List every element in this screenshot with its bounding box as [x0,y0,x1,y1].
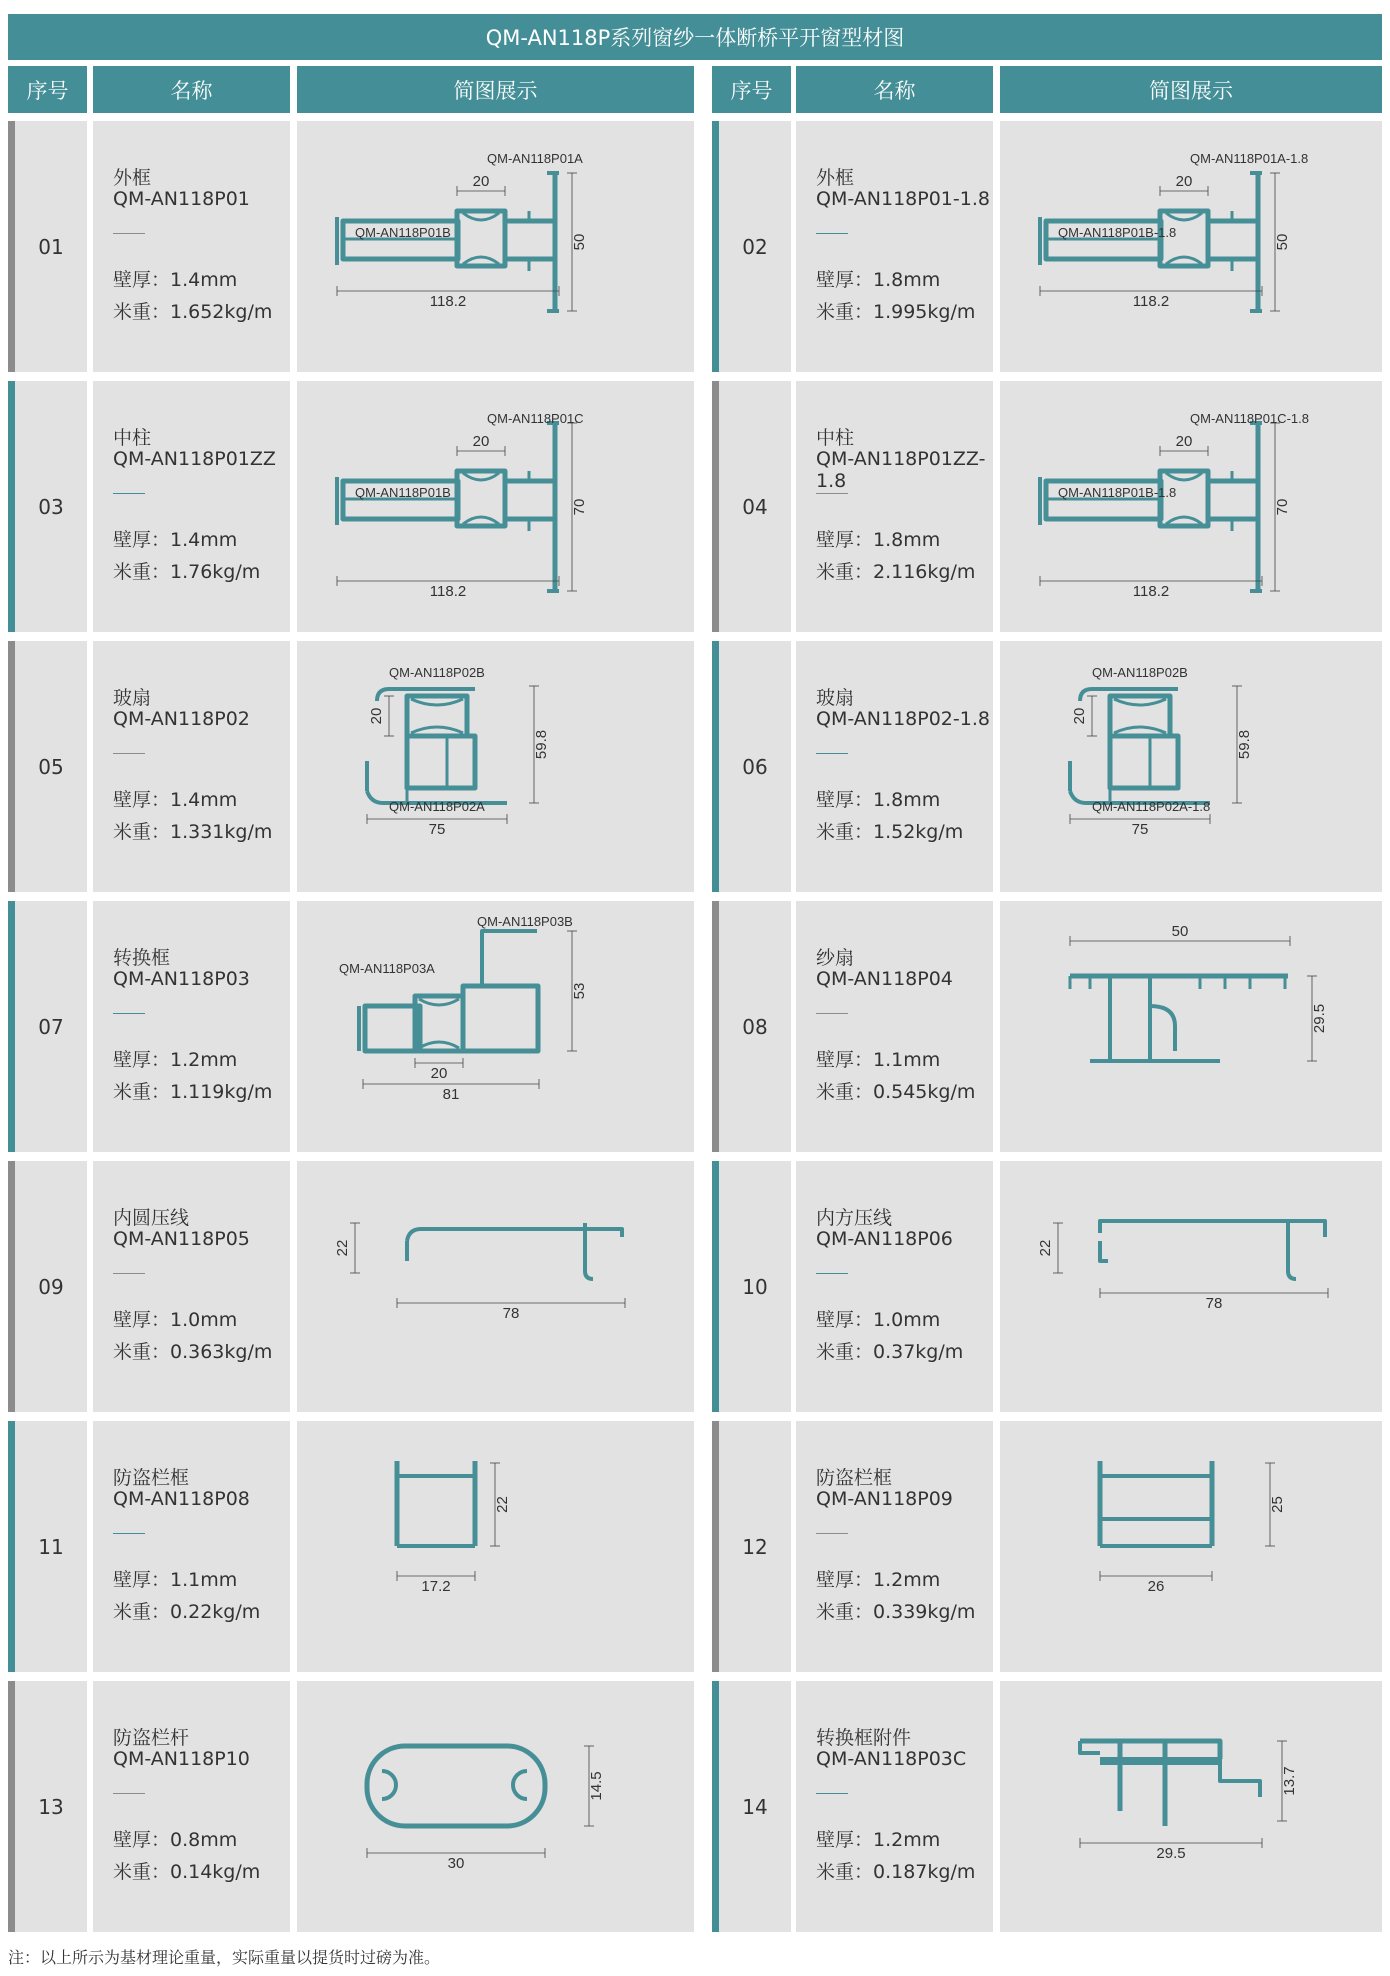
dimension-label: 22 [494,1496,511,1513]
profile-name: 外框 [113,167,152,189]
profile-name: 中柱 [113,427,152,449]
unit-weight: 米重：1.652kg/m [113,301,273,323]
dimension-label: 14.5 [588,1771,605,1801]
dimension-label: 118.2 [1132,583,1170,600]
row-accent-bar [8,1421,15,1672]
row-number: 11 [15,1421,87,1672]
profile-drawing [297,1681,694,1932]
profile-code: QM-AN118P06 [816,1228,953,1250]
part-code-label: QM-AN118P01B-1.8 [1058,225,1177,240]
wall-thickness: 壁厚：1.0mm [113,1309,238,1331]
profile-drawing [1000,901,1382,1152]
part-code-label: QM-AN118P01B-1.8 [1058,485,1177,500]
part-code-label: QM-AN118P01C [487,411,584,426]
row-number: 14 [719,1681,791,1932]
profile-info [796,1421,993,1672]
profile-shape [397,1461,475,1546]
unit-weight: 米重：1.76kg/m [113,561,261,583]
dimension-label: 22 [334,1239,351,1257]
row-number: 10 [719,1161,791,1412]
profile-name: 中柱 [816,427,855,449]
profile-code: QM-AN118P01 [113,188,250,210]
unit-weight: 米重：1.52kg/m [816,821,964,843]
wall-thickness: 壁厚：1.8mm [816,529,941,551]
profile-info [93,901,290,1152]
part-code-label: QM-AN118P02B [389,665,485,680]
dimension-label: 70 [571,498,588,516]
profile-code: QM-AN118P03C [816,1748,967,1770]
row-number: 05 [15,641,87,892]
profile-code: QM-AN118P01ZZ [113,448,276,470]
profile-info [796,901,993,1152]
profile-drawing [297,641,694,892]
profile-diagram [297,121,694,372]
wall-thickness: 壁厚：1.0mm [816,1309,941,1331]
part-code-label: QM-AN118P02A-1.8 [1092,799,1211,814]
profile-name: 转换框 [113,947,171,969]
row-accent-bar [8,1161,15,1412]
profile-code: QM-AN118P08 [113,1488,250,1510]
profile-shape [1040,423,1262,591]
profile-drawing [297,121,694,372]
dimension-label: 59.8 [1236,729,1253,760]
profile-drawing [1000,1161,1382,1412]
profile-shape [1100,1221,1325,1279]
dimension-label: 50 [1171,923,1189,940]
profile-info [796,1681,993,1932]
row-accent-bar [8,641,15,892]
row-number: 01 [15,121,87,372]
header-num-left: 序号 [8,66,87,113]
dimension-label: 53 [571,982,588,1000]
profile-info [796,121,993,372]
row-accent-bar [712,901,719,1152]
profile-diagram [1000,381,1382,632]
dimension-label: 25 [1269,1496,1286,1513]
profile-drawing [1000,121,1382,372]
profile-diagram [297,641,694,892]
wall-thickness: 壁厚：0.8mm [113,1829,238,1851]
divider [816,493,848,494]
wall-thickness: 壁厚：1.1mm [113,1569,238,1591]
profile-code: QM-AN118P04 [816,968,953,990]
dimension-label: 20 [368,707,385,725]
profile-diagram [1000,641,1382,892]
profile-code: QM-AN118P10 [113,1748,250,1770]
profile-info [796,1161,993,1412]
row-number: 04 [719,381,791,632]
dimension-label: 118.2 [429,583,467,600]
divider [816,1533,848,1534]
profile-info [93,1421,290,1672]
part-code-label: QM-AN118P01B [355,485,451,500]
dimension-label: 20 [472,433,490,450]
profile-drawing [297,901,694,1152]
unit-weight: 米重：0.187kg/m [816,1861,976,1883]
profile-shape [337,423,559,591]
profile-diagram [1000,1161,1382,1412]
dimension-label: 81 [442,1086,460,1103]
profile-drawing [297,1161,694,1412]
profile-shape [359,931,538,1051]
row-number: 06 [719,641,791,892]
divider [113,1533,145,1534]
unit-weight: 米重：0.363kg/m [113,1341,273,1363]
profile-name: 纱扇 [816,947,855,969]
profile-diagram [297,381,694,632]
dimension-label: 22 [1037,1239,1054,1257]
divider [113,1273,145,1274]
header-num-right: 序号 [712,66,791,113]
dimension-label: 75 [1131,821,1149,838]
profile-name: 内方压线 [816,1207,893,1229]
footnote: 注：以上所示为基材理论重量，实际重量以提货时过磅为准。 [8,1948,441,1967]
wall-thickness: 壁厚：1.2mm [113,1049,238,1071]
profile-drawing [1000,381,1382,632]
unit-weight: 米重：0.545kg/m [816,1081,976,1103]
dimension-label: 78 [502,1305,520,1322]
profile-name: 外框 [816,167,855,189]
divider [113,753,145,754]
header-name-left: 名称 [93,66,290,113]
wall-thickness: 壁厚：1.1mm [816,1049,941,1071]
profile-info [93,641,290,892]
profile-name: 转换框附件 [816,1727,912,1749]
profile-code: QM-AN118P02-1.8 [816,708,990,730]
dimension-label: 20 [1071,707,1088,725]
wall-thickness: 壁厚：1.4mm [113,529,238,551]
row-number: 12 [719,1421,791,1672]
wall-thickness: 壁厚：1.4mm [113,269,238,291]
dimension-label: 78 [1205,1295,1223,1312]
dimension-label: 118.2 [1132,293,1170,310]
dimension-label: 29.5 [1156,1845,1186,1862]
profile-drawing [1000,641,1382,892]
row-number: 07 [15,901,87,1152]
dimension-label: 50 [1274,233,1291,251]
unit-weight: 米重：0.37kg/m [816,1341,964,1363]
profile-code: QM-AN118P05 [113,1228,250,1250]
unit-weight: 米重：0.14kg/m [113,1861,261,1883]
profile-diagram [1000,1421,1382,1672]
dimension-label: 20 [430,1065,448,1082]
part-code-label: QM-AN118P01C-1.8 [1190,411,1309,426]
profile-name: 防盗栏框 [816,1467,893,1489]
profile-diagram [1000,901,1382,1152]
profile-name: 玻扇 [816,687,855,709]
row-number: 03 [15,381,87,632]
part-code-label: QM-AN118P03A [339,961,435,976]
divider [816,1013,848,1014]
row-number: 09 [15,1161,87,1412]
wall-thickness: 壁厚：1.8mm [816,269,941,291]
dimension-label: 26 [1147,1578,1165,1595]
dimension-label: 13.7 [1281,1766,1298,1796]
divider [816,753,848,754]
profile-drawing [297,381,694,632]
row-accent-bar [712,121,719,372]
profile-drawing [1000,1421,1382,1672]
part-code-label: QM-AN118P01B [355,225,451,240]
page-title: QM-AN118P系列窗纱一体断桥平开窗型材图 [8,14,1382,60]
row-accent-bar [712,1421,719,1672]
profile-code: QM-AN118P02 [113,708,250,730]
profile-code: QM-AN118P09 [816,1488,953,1510]
profile-shape [1070,689,1210,803]
part-code-label: QM-AN118P02B [1092,665,1188,680]
unit-weight: 米重：2.116kg/m [816,561,976,583]
unit-weight: 米重：1.331kg/m [113,821,273,843]
profile-shape [337,173,559,311]
profile-diagram [297,1681,694,1932]
row-accent-bar [8,381,15,632]
profile-diagram [297,901,694,1152]
profile-name: 玻扇 [113,687,152,709]
part-code-label: QM-AN118P01A-1.8 [1190,151,1309,166]
divider [113,1013,145,1014]
profile-code: QM-AN118P03 [113,968,250,990]
wall-thickness: 壁厚：1.8mm [816,789,941,811]
dimension-label: 29.5 [1311,1003,1328,1034]
unit-weight: 米重：0.22kg/m [113,1601,261,1623]
profile-info [796,381,993,632]
dimension-label: 30 [447,1855,465,1872]
part-code-label: QM-AN118P03B [477,914,573,929]
header-image-left: 简图展示 [297,66,694,113]
header-name-right: 名称 [796,66,993,113]
profile-info [93,121,290,372]
profile-shape [367,1746,545,1826]
row-accent-bar [8,1681,15,1932]
profile-drawing [297,1421,694,1672]
profile-shape [1040,173,1262,311]
dimension-label: 20 [1175,173,1193,190]
row-accent-bar [712,1161,719,1412]
row-number: 02 [719,121,791,372]
divider [816,1793,848,1794]
profile-shape [1070,976,1288,1061]
row-number: 08 [719,901,791,1152]
profile-shape [1080,1741,1260,1826]
profile-shape [1100,1461,1212,1546]
unit-weight: 米重：0.339kg/m [816,1601,976,1623]
dimension-label: 59.8 [533,729,550,760]
profile-code: QM-AN118P01ZZ-1.8 [816,448,986,492]
row-accent-bar [712,1681,719,1932]
divider [113,493,145,494]
divider [113,233,145,234]
dimension-label: 70 [1274,498,1291,516]
profile-name: 防盗栏框 [113,1467,190,1489]
row-number: 13 [15,1681,87,1932]
row-accent-bar [712,641,719,892]
row-accent-bar [8,121,15,372]
part-code-label: QM-AN118P02A [389,799,485,814]
profile-diagram [297,1161,694,1412]
profile-info [93,381,290,632]
profile-diagram [1000,1681,1382,1932]
row-accent-bar [712,381,719,632]
dimension-label: 20 [472,173,490,190]
divider [816,233,848,234]
dimension-label: 20 [1175,433,1193,450]
profile-name: 内圆压线 [113,1207,190,1229]
wall-thickness: 壁厚：1.4mm [113,789,238,811]
profile-name: 防盗栏杆 [113,1727,190,1749]
profile-code: QM-AN118P01-1.8 [816,188,990,210]
profile-shape [407,1223,622,1279]
dimension-label: 50 [571,233,588,251]
dimension-label: 118.2 [429,293,467,310]
profile-info [93,1681,290,1932]
dimension-label: 17.2 [421,1578,451,1595]
unit-weight: 米重：1.995kg/m [816,301,976,323]
profile-diagram [297,1421,694,1672]
header-image-right: 简图展示 [1000,66,1382,113]
profile-drawing [1000,1681,1382,1932]
part-code-label: QM-AN118P01A [487,151,583,166]
wall-thickness: 壁厚：1.2mm [816,1569,941,1591]
profile-shape [367,689,507,803]
divider [113,1793,145,1794]
profile-info [93,1161,290,1412]
wall-thickness: 壁厚：1.2mm [816,1829,941,1851]
divider [816,1273,848,1274]
unit-weight: 米重：1.119kg/m [113,1081,273,1103]
profile-info [796,641,993,892]
row-accent-bar [8,901,15,1152]
dimension-label: 75 [428,821,446,838]
profile-diagram [1000,121,1382,372]
